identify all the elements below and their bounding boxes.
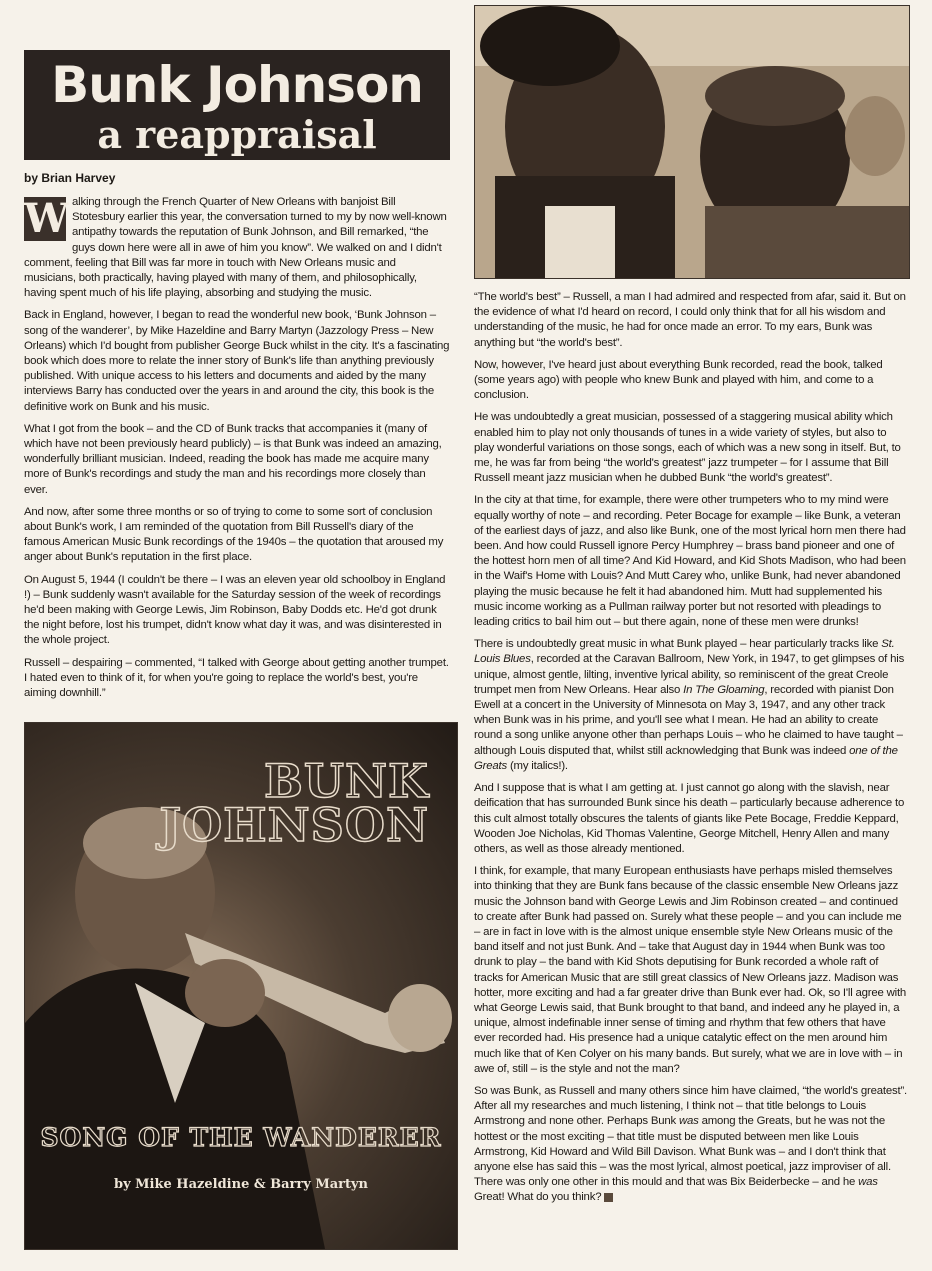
paragraph: “The world's best” – Russell, a man I had admired and respected from afar, said it. But on the evidence of what I'd heard on record, I could only think that for all his wisdom and understanding of the music, he had for once made an error. To my ears, Bunk was anything but “the world's best”.	[474, 291, 906, 349]
italic-phrase: one of the Greats	[474, 744, 898, 772]
italic-title: In The Gloaming	[683, 683, 765, 696]
paragraph: And now, after some three months or so of trying to come to some sort of conclusion about Bunk's work, I am reminded of the quotation from Bill Russell's diary of the famous American Music Bunk recordings of the 1940s – the quotation that aroused my anger about Bunk's reputation in the first place.	[24, 505, 444, 564]
book-authors: by Mike Hazeldine & Barry Martyn	[113, 1177, 368, 1192]
book-cover	[24, 722, 458, 1250]
drop-cap: W	[24, 195, 69, 242]
article-subtitle: a reappraisal	[97, 112, 377, 157]
book-subtitle: SONG OF THE WANDERER	[40, 1123, 442, 1152]
paragraph: What I got from the book – and the CD of Bunk tracks that accompanies it (many of which have not been previously heard publicly) – is that Bunk was indeed an amazing, wonderfully brilliant musician. Indeed, reading the book has made me acquire many more of Bunk's recordings and study the man and his recordings more closely than ever.	[24, 422, 442, 496]
paragraph: Now, however, I've heard just about everything Bunk recorded, read the book, talked (some years ago) with people who knew Bunk and played with him, and come to a conclusion.	[474, 358, 883, 402]
left-column	[24, 195, 450, 708]
paragraph: So was Bunk, as Russell and many others since him have claimed, “the world's greatest”. After all my researches and much listening, I think not – that title belongs to Louis Armstrong and none other. Perhaps Bunk was among the Greats, but he was not the hottest or the most exciting – that title must be disputed between men like Louis Armstrong, Kid Howard and Wild Bill Davison. What Bunk was – and I don't think that anyone else has said this – was the most lyrical, almost poetical, jazz improviser of all. There was only one other in this mould and that was Bix Beiderbecke – and he was Great! What do you think?	[474, 1084, 908, 1204]
end-of-article-mark	[604, 1193, 613, 1202]
byline: by Brian Harvey	[24, 171, 116, 185]
paragraph: And I suppose that is what I am getting at. I just cannot go along with the slavish, near deification that has surrounded Bunk since his death – particularly because adherence to this cult almost totally obscures the talents of giants like Pete Bocage, Freddie Keppard, Wooden Joe Nicholas, Kid Thomas Valentine, George Mitchell, Henry Allen and many others, as well as those already mentioned.	[474, 782, 905, 855]
paragraph: W alking through the French Quarter of New Orleans with banjoist Bill Stotesbury earlier this year, the conversation turned to my by now well-known antipathy towards the reputation of Bunk Johnson, and Bill remarked, “the guys down here were all in awe of him you know”. We walked on and I didn't comment, feeling that Bill was far more in touch with New Orleans music and musicians, both practically, having played with many of them, and philosophically, having spent much of his life playing, absorbing and studying the music.	[24, 195, 447, 300]
paragraph: There is undoubtedly great music in what Bunk played – hear particularly tracks like St. Louis Blues, recorded at the Caravan Ballroom, New York, in 1947, to get glimpses of his unique, almost gentle, lilting, inventive lyrical ability, so reminiscent of the great Creole trumpet men from New Orleans. Hear also In The Gloaming, recorded with pianist Don Ewell at a concert in the University of Minnesota on May 3, 1947, and any other track when Bunk was in his prime, and you'll see what I mean. He had an ability to create round a song unlike anyone other than perhaps Louis – who he claimed to have taught – although Louis disputed that, whilst still acknowledging that Bunk was indeed one of the Greats (my italics!).	[474, 638, 905, 772]
paragraph: I think, for example, that many European enthusiasts have perhaps misled themselves into thinking that they are Bunk fans because of the classic ensemble New Orleans jazz music the Johnson band with George Lewis and Jim Robinson created – and continued to create after Bunk had passed on. Surely what these people – and you can include me – are in fact in love with is the almost unique ensemble style New Orleans music of the band itself and not just Bunk. And – take that August day in 1944 when Bunk was too drunk to play – the band with Kid Shots deputising for Bunk recorded a whole raft of tracks for American Music that are still great classics of New Orleans jazz. Madison was hotter, more exciting and had a far greater drive than Bunk ever had. Ok, so I'll agree with what George Lewis said, that Bunk brought to that band, and indeed any he played in, a unique, almost indefinable inner sense of timing and rhythm that few others that have ever recorded had. His presence had a unique catalytic effect on the men around him much like that of Ken Colyer on his many bands. But surely, what we are in love with – in awe of, still – is the style and not the man?	[474, 865, 907, 1075]
musicians-photo	[474, 5, 910, 279]
paragraph: He was undoubtedly a great musician, possessed of a staggering musical ability which enabled him to play not only thousands of tunes in a wide variety of styles, but also to play wonderful variations on those songs, each of which was a new song in itself. But, to me, he was far from being “the world's greatest” jazz trumpeter – for I assume that Bill Russell meant jazz musician when he dubbed Bunk “the world's greatest”.	[474, 411, 901, 485]
book-title: BUNK JOHNSON	[159, 754, 429, 852]
paragraph: On August 5, 1944 (I couldn't be there – I was an eleven year old schoolboy in England !) – Bunk suddenly wasn't available for the Saturday session of the week of recordings he'd been making with George Lewis, Jim Robinson, Baby Dodds etc. He'd got drunk the night before, lost his trumpet, didn't know what day it was, and was disinterested in the whole project.	[24, 573, 446, 647]
paragraph: Back in England, however, I began to read the wonderful new book, ‘Bunk Johnson – song of the wanderer’, by Mike Hazeldine and Barry Martyn (Jazzology Press – New Orleans) which I'd bought from publisher George Buck whilst in the city. It's a fascinating book which does more to relate the inner story of Bunk's life than anything previously published. With unique access to his letters and documents and aided by the many interviews Barry has conducted over the years in and around the city, this book is the definitive work on Bunk and his music.	[24, 309, 450, 413]
right-column	[474, 290, 908, 1213]
title-banner	[24, 50, 450, 160]
article-title: Bunk Johnson	[51, 56, 423, 114]
italic-title: St. Louis Blues	[474, 638, 895, 666]
paragraph: Russell – despairing – commented, “I talked with George about getting another trumpet. I hated even to think of it, for when you're going to replace the world's best, you're aiming downhill.”	[24, 656, 449, 700]
photo-illustration	[475, 6, 909, 278]
paragraph: In the city at that time, for example, there were other trumpeters who to my mind were equally worthy of note – and recording. Peter Bocage for example – like Bunk, a veteran of the earliest days of jazz, and also like Bunk, one of the most lyrical horn men there had been. And how could Russell ignore Percy Humphrey – brass band pioneer and one of the hottest horn men of all time? And Kid Howard, and Kid Shots Madison, who had been in the Waif's Home with Louis? And Mutt Carey who, unlike Bunk, had never abandoned playing the music because he felt it had abandoned him. Mutt had supplemented his music income working as a Pullman railway porter but not resorted with pleadings to leading critics to bail him out – but there again, none of these men were drunks!	[474, 494, 906, 629]
